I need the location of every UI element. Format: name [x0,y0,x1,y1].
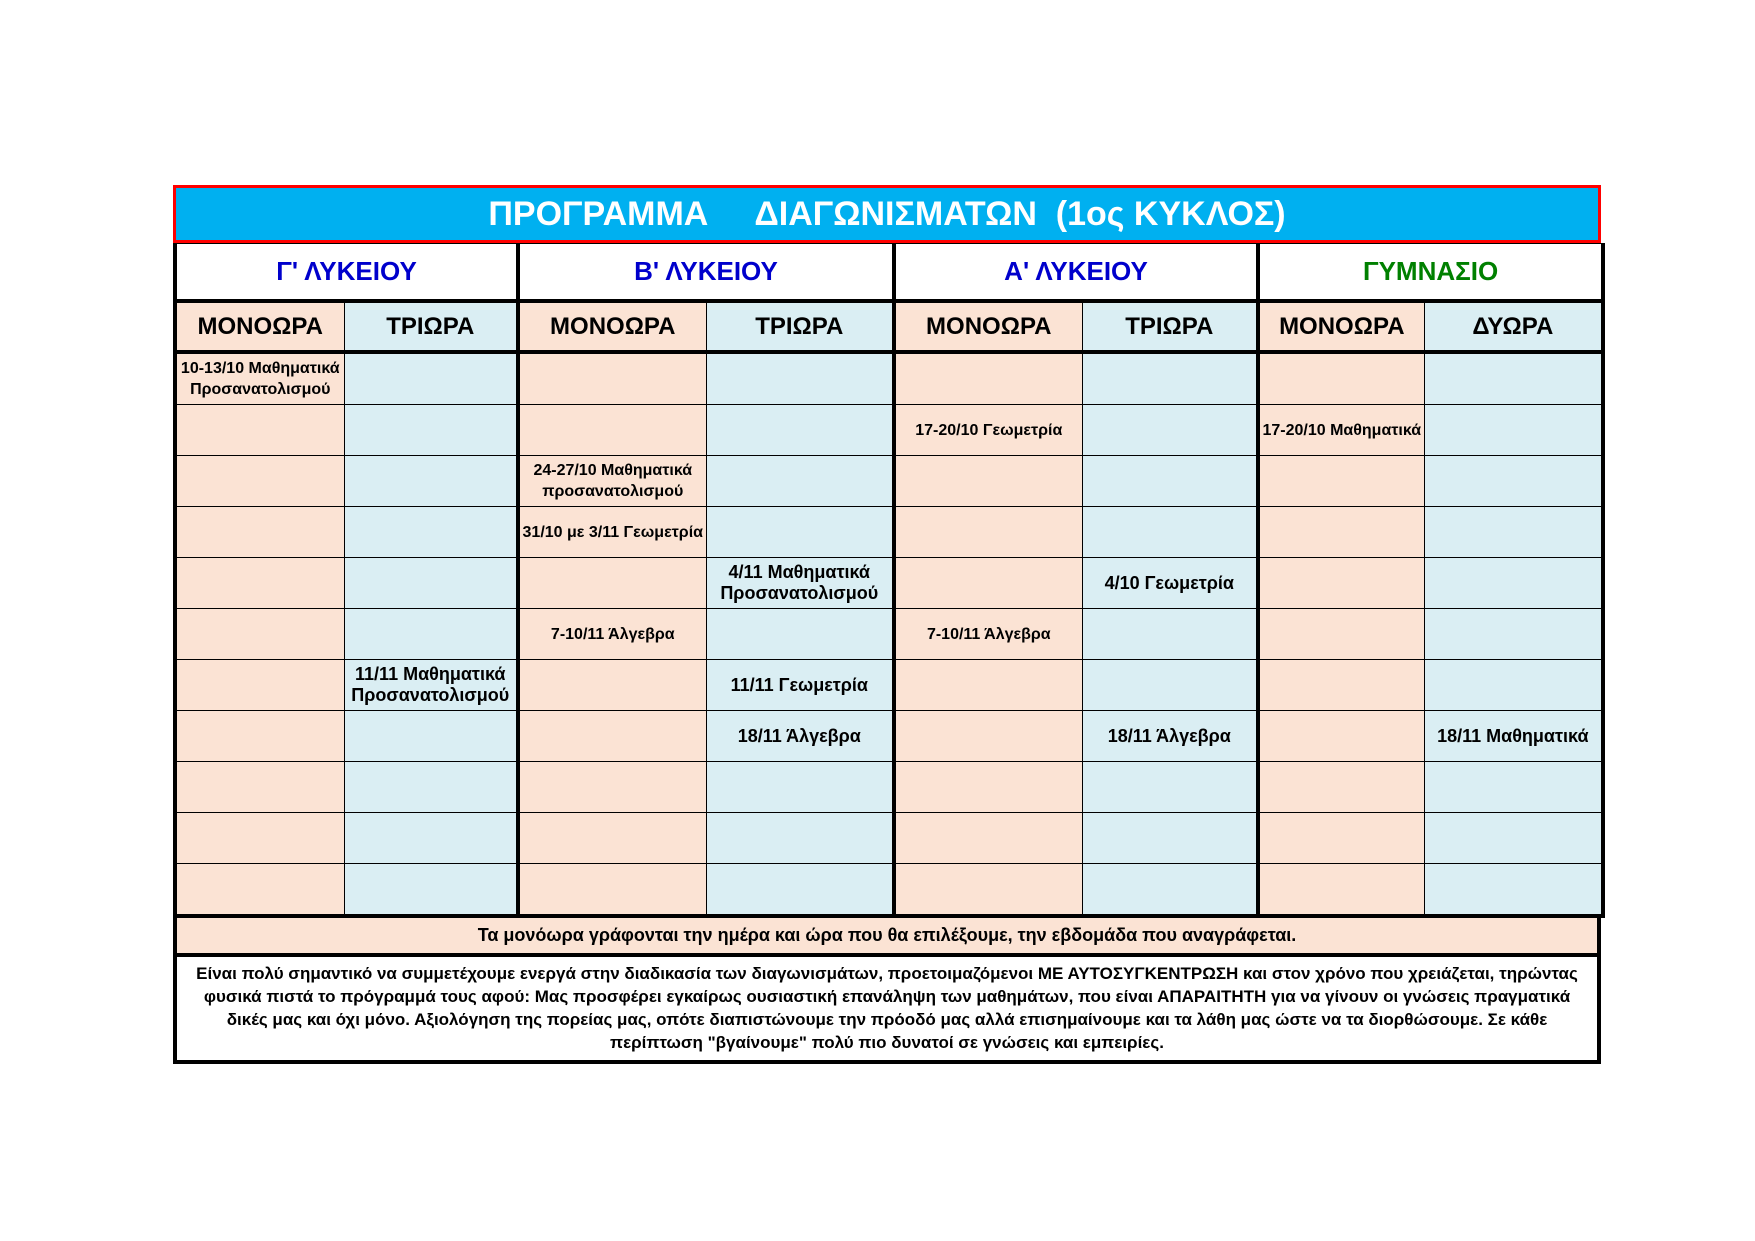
schedule-cell [518,711,706,762]
schedule-cell: 18/11 Άλγεβρα [706,711,894,762]
schedule-cell [175,660,344,711]
schedule-table [173,243,1605,918]
table-row [175,405,1603,456]
schedule-sheet [173,185,1601,1064]
schedule-cell [706,456,894,507]
schedule-cell [1258,762,1424,813]
schedule-cell [1258,813,1424,864]
schedule-cell [344,864,518,917]
schedule-cell [1082,507,1258,558]
schedule-cell [706,507,894,558]
schedule-cell [1258,609,1424,660]
schedule-title: ΠΡΟΓΡΑΜΜΑ ΔΙΑΓΩΝΙΣΜΑΤΩΝ (1ος ΚΥΚΛΟΣ) [173,185,1601,243]
schedule-cell: 7-10/11 Άλγεβρα [894,609,1082,660]
schedule-cell [1424,558,1603,609]
schedule-cell [518,864,706,917]
schedule-cell [344,456,518,507]
schedule-cell: 7-10/11 Άλγεβρα [518,609,706,660]
schedule-cell [518,660,706,711]
table-row [175,660,1603,711]
schedule-cell [344,507,518,558]
schedule-cell [1082,660,1258,711]
schedule-cell [175,456,344,507]
schedule-cell [518,405,706,456]
schedule-cell [1424,864,1603,917]
schedule-cell [894,660,1082,711]
schedule-cell [518,762,706,813]
schedule-cell [518,558,706,609]
schedule-cell [175,405,344,456]
schedule-cell: 18/11 Μαθηματικά [1424,711,1603,762]
schedule-cell [706,864,894,917]
schedule-cell: 11/11 Μαθηματικά Προσανατολισμού [344,660,518,711]
schedule-cell: 4/10 Γεωμετρία [1082,558,1258,609]
schedule-cell [1424,405,1603,456]
schedule-cell [1424,352,1603,405]
sub-b-monoora: ΜΟΝΟΩΡΑ [518,301,706,352]
schedule-cell [175,711,344,762]
table-row [175,507,1603,558]
sub-g-trioora: ΤΡΙΩΡΑ [344,301,518,352]
schedule-cell [1424,456,1603,507]
schedule-cell: 17-20/10 Μαθηματικά [1258,405,1424,456]
schedule-cell: 17-20/10 Γεωμετρία [894,405,1082,456]
schedule-cell [1082,813,1258,864]
level-g-lykeiou: Γ' ΛΥΚΕΙΟΥ [175,244,518,302]
sub-b-trioora: ΤΡΙΩΡΑ [706,301,894,352]
schedule-cell [518,813,706,864]
schedule-cell [175,558,344,609]
schedule-cell [706,813,894,864]
table-row [175,813,1603,864]
schedule-cell [894,711,1082,762]
sub-gym-dyoora: ΔΥΩΡΑ [1424,301,1603,352]
schedule-cell [344,352,518,405]
schedule-cell [706,762,894,813]
schedule-cell [894,456,1082,507]
schedule-cell: 4/11 Μαθηματικά Προσανατολισμού [706,558,894,609]
note-importance: Είναι πολύ σημαντικό να συμμετέχουμε ενεργά στην διαδικασία των διαγωνισμάτων, προετοιμαζόμενοι ΜΕ ΑΥΤΟΣΥΓΚΕΝΤΡΩΣΗ και στον χρόνο που χρειάζεται, τηρώντας φυσικά πιστά το πρόγραμμά τους αφού: Μας προσφέρει εγκαίρως ουσιαστική επανάληψη των μαθημάτων, που είναι ΑΠΑΡΑΙΤΗΤΗ για να γίνουν οι γνώσεις πραγματικά δικές μας και όχι μόνο. Αξιολόγηση της πορείας μας, οπότε διαπιστώνουμε την πρόοδό μας αλλά επισημαίνουμε και τα λάθη μας ώστε να τα διορθώσουμε. Σε κάθε περίπτωση "βγαίνουμε" πολύ πιο δυνατοί σε γνώσεις και εμπειρίες. [173,957,1601,1064]
table-row [175,609,1603,660]
schedule-cell [344,558,518,609]
sub-a-monoora: ΜΟΝΟΩΡΑ [894,301,1082,352]
table-row [175,558,1603,609]
table-row [175,762,1603,813]
table-row [175,456,1603,507]
schedule-cell [1258,456,1424,507]
schedule-cell [1258,507,1424,558]
table-row [175,352,1603,405]
schedule-cell [1424,507,1603,558]
table-row [175,864,1603,917]
schedule-cell [706,352,894,405]
schedule-cell [1258,558,1424,609]
schedule-cell [1258,660,1424,711]
schedule-cell: 31/10 με 3/11 Γεωμετρία [518,507,706,558]
schedule-cell [1424,813,1603,864]
schedule-cell: 18/11 Άλγεβρα [1082,711,1258,762]
schedule-cell [344,711,518,762]
schedule-cell [894,558,1082,609]
table-row [175,711,1603,762]
schedule-cell [894,762,1082,813]
schedule-cell [1258,864,1424,917]
schedule-cell: 10-13/10 Μαθηματικά Προσανατολισμού [175,352,344,405]
level-a-lykeiou: Α' ΛΥΚΕΙΟΥ [894,244,1258,302]
schedule-cell: 11/11 Γεωμετρία [706,660,894,711]
level-b-lykeiou: Β' ΛΥΚΕΙΟΥ [518,244,894,302]
schedule-cell [175,507,344,558]
schedule-cell [1082,762,1258,813]
schedule-cell [1424,762,1603,813]
sub-g-monoora: ΜΟΝΟΩΡΑ [175,301,344,352]
sub-gym-monoora: ΜΟΝΟΩΡΑ [1258,301,1424,352]
schedule-cell [706,609,894,660]
schedule-cell [344,813,518,864]
schedule-cell [706,405,894,456]
note-monoora: Τα μονόωρα γράφονται την ημέρα και ώρα που θα επιλέξουμε, την εβδομάδα που αναγράφεται. [173,918,1601,957]
schedule-cell: 24-27/10 Μαθηματικά προσανατολισμού [518,456,706,507]
schedule-cell [1258,711,1424,762]
level-header-row [175,244,1603,302]
schedule-cell [518,352,706,405]
schedule-cell [1082,864,1258,917]
schedule-cell [1082,456,1258,507]
schedule-cell [894,352,1082,405]
level-gymnasio: ΓΥΜΝΑΣΙΟ [1258,244,1603,302]
subheader-row [175,301,1603,352]
schedule-cell [894,813,1082,864]
schedule-cell [175,864,344,917]
schedule-cell [894,864,1082,917]
schedule-cell [894,507,1082,558]
schedule-cell [344,405,518,456]
schedule-cell [1082,405,1258,456]
schedule-cell [175,813,344,864]
schedule-cell [344,609,518,660]
schedule-cell [1082,609,1258,660]
schedule-cell [1258,352,1424,405]
sub-a-trioora: ΤΡΙΩΡΑ [1082,301,1258,352]
schedule-cell [1424,609,1603,660]
schedule-cell [175,609,344,660]
schedule-cell [1424,660,1603,711]
schedule-cell [344,762,518,813]
schedule-cell [1082,352,1258,405]
schedule-cell [175,762,344,813]
